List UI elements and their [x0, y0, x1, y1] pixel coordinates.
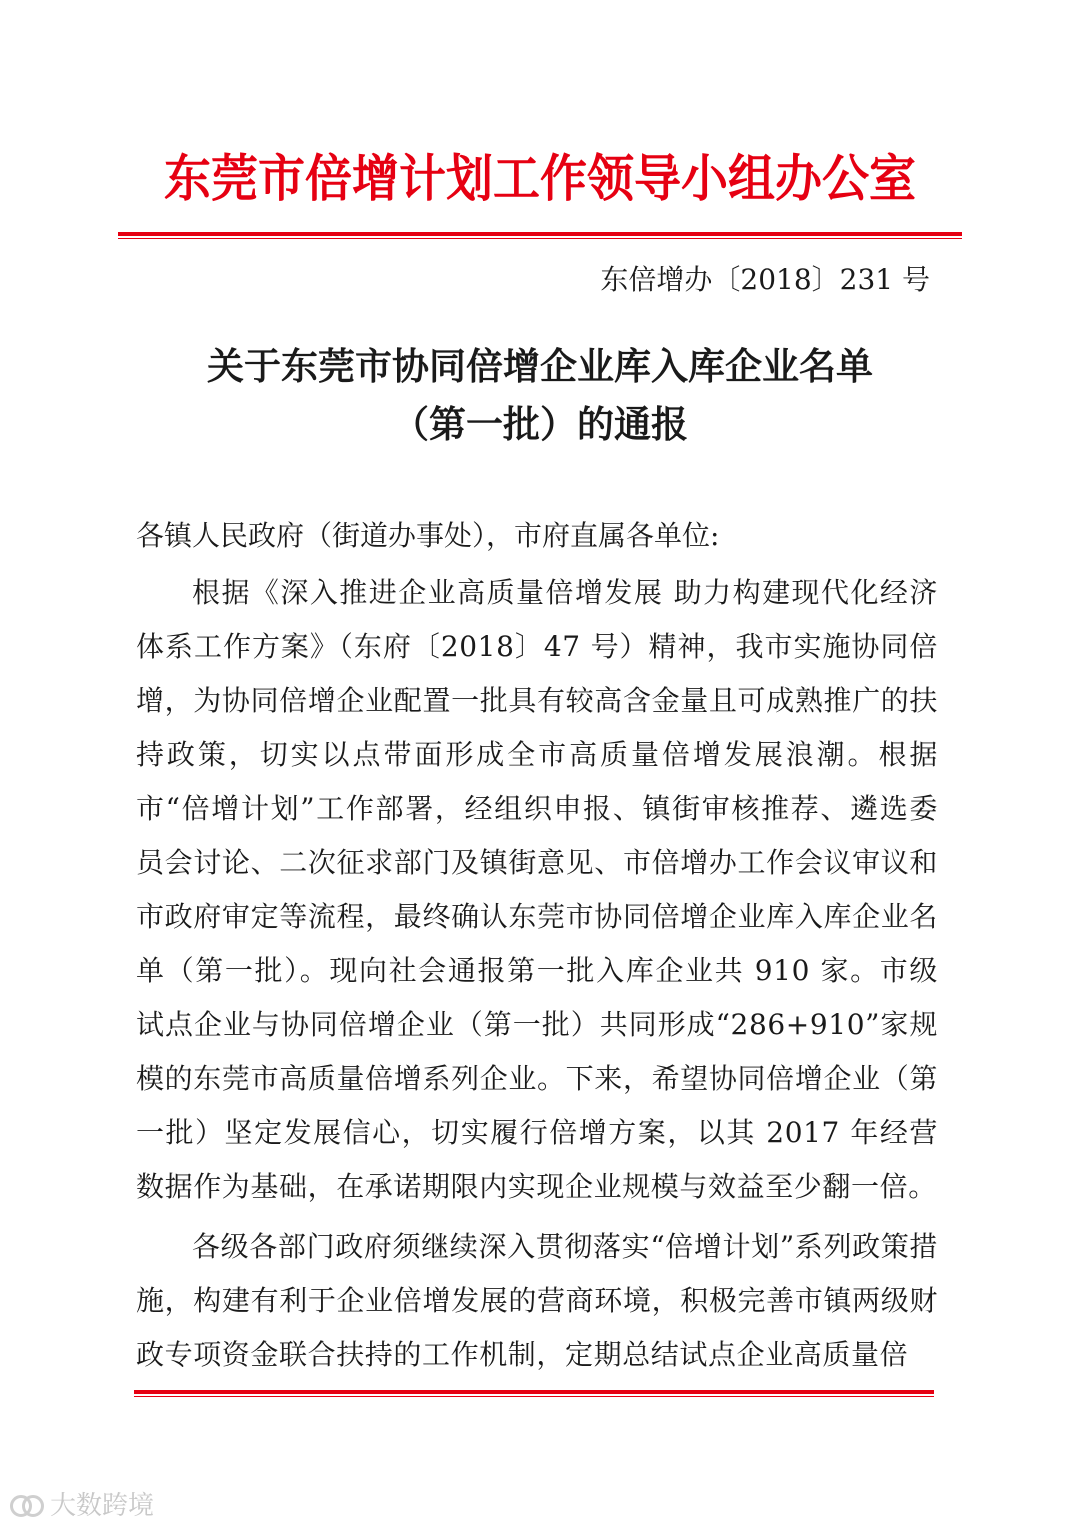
footer-red-rule-thin: [134, 1396, 934, 1397]
watermark: [10, 1485, 154, 1522]
document-number: 东倍增办〔2018〕231 号: [600, 263, 930, 296]
salutation: 各镇人民政府（街道办事处），市府直属各单位:: [136, 519, 720, 552]
masthead-red-rule: [118, 232, 962, 236]
document-title-line-1: 关于东莞市协同倍增企业库入库企业名单: [207, 345, 873, 388]
masthead-red-rule-thin: [118, 238, 962, 239]
body-paragraph-1: 根据《深入推进企业高质量倍增发展 助力构建现代化经济体系工作方案》（东府〔2018〕47 号）精神，我市实施协同倍增，为协同倍增企业配置一批具有较高含金量且可成熟推广的扶持政策，切实以点带面形成全市高质量倍增发展浪潮。根据市“倍增计划”工作部署，经组织申报、镇街审核推荐、遴选委员会讨论、二次征求部门及镇街意见、市倍增办工作会议审议和市政府审定等流程，最终确认东莞市协同倍增企业库入库企业名单（第一批）。现向社会通报第一批入库企业共 910 家。市级试点企业与协同倍增企业（第一批）共同形成“286+910”家规模的东莞市高质量倍增系列企业。下来，希望协同倍增企业（第一批）坚定发展信心，切实履行倍增方案，以其 2017 年经营数据作为基础，在承诺期限内实现企业规模与效益至少翻一倍。: [136, 576, 938, 1203]
footer-red-rule: [134, 1390, 934, 1394]
document-title-line-2: （第一批）的通报: [392, 403, 688, 446]
watermark-logo-icon: [10, 1491, 44, 1517]
document-title: [80, 338, 1000, 454]
body-paragraph-2: 各级各部门政府须继续深入贯彻落实“倍增计划”系列政策措施，构建有利于企业倍增发展的营商环境，积极完善市镇两级财政专项资金联合扶持的工作机制，定期总结试点企业高质量倍: [136, 1230, 938, 1371]
masthead-title: 东莞市倍增计划工作领导小组办公室: [164, 149, 916, 210]
watermark-text: 大数跨境: [50, 1491, 155, 1521]
